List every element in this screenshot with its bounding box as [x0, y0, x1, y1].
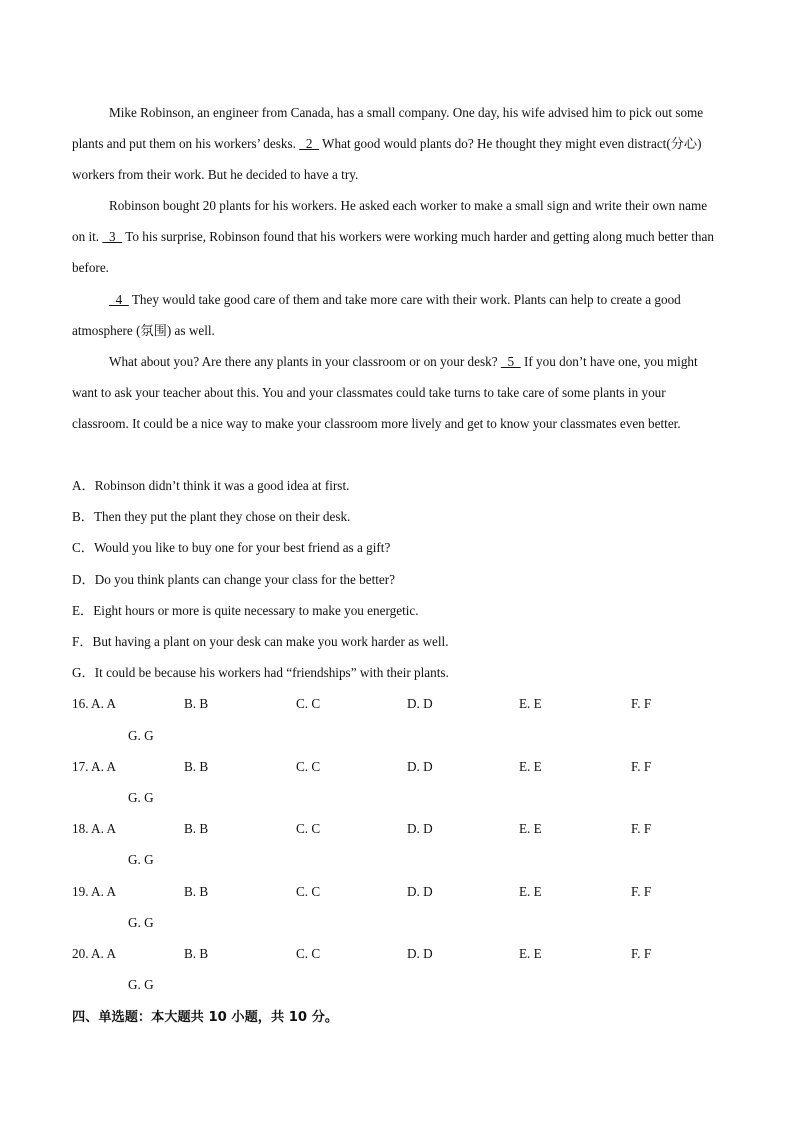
choice-c[interactable]: C. C: [296, 884, 321, 899]
question-17-row-2: [72, 788, 722, 808]
choice-a[interactable]: 20. A. A: [72, 946, 116, 961]
choice-g[interactable]: G. G: [128, 852, 154, 867]
paragraph-text: To his surprise, Robinson found that his workers were working much harder and getting along much better than before.: [72, 229, 714, 275]
choice-a[interactable]: 19. A. A: [72, 884, 116, 899]
question-20-row-2: [72, 975, 722, 995]
passage-paragraph-2: [72, 190, 718, 283]
choice-e[interactable]: E. E: [519, 759, 542, 774]
choice-g[interactable]: G. G: [128, 790, 154, 805]
choice-d[interactable]: D. D: [407, 696, 433, 711]
choice-f[interactable]: F. F: [631, 884, 652, 899]
choice-d[interactable]: D. D: [407, 946, 433, 961]
choice-e[interactable]: E. E: [519, 884, 542, 899]
choice-g[interactable]: G. G: [128, 977, 154, 992]
option-g: G．It could be because his workers had “friendships” with their plants.: [72, 665, 449, 680]
choice-e[interactable]: E. E: [519, 946, 542, 961]
choice-b[interactable]: B. B: [184, 821, 209, 836]
paragraph-text: Mike Robinson, an engineer from Canada, has a small company. One day, his wife advised him to pick out some plants and put them on his workers’ desks.: [72, 105, 704, 151]
paragraph-text: They would take good care of them and take more care with their work. Plants can help to create a good atmosphere (氛围) as well.: [72, 292, 681, 338]
choice-e[interactable]: E. E: [519, 821, 542, 836]
question-20: [72, 944, 722, 964]
option-c: C．Would you like to buy one for your best friend as a gift?: [72, 540, 391, 555]
question-18-row-2: [72, 850, 722, 870]
choice-c[interactable]: C. C: [296, 759, 321, 774]
choice-f[interactable]: F. F: [631, 696, 652, 711]
choice-d[interactable]: D. D: [407, 759, 433, 774]
choice-a[interactable]: 18. A. A: [72, 821, 116, 836]
passage-paragraph-3: [72, 284, 718, 346]
choice-f[interactable]: F. F: [631, 946, 652, 961]
question-19: [72, 882, 722, 902]
paragraph-text: What about you? Are there any plants in your classroom or on your desk?: [109, 354, 501, 369]
choice-b[interactable]: B. B: [184, 759, 209, 774]
question-16: [72, 694, 722, 714]
choice-c[interactable]: C. C: [296, 821, 321, 836]
paragraph-text: If you don’t have one, you might want to ask your teacher about this. You and your classmates could take turns to take care of some plants in your classroom. It could be a nice way to make your classroom more lively and get to know your classmates even better.: [72, 354, 698, 431]
choice-d[interactable]: D. D: [407, 821, 433, 836]
choice-c[interactable]: C. C: [296, 696, 321, 711]
question-18: [72, 819, 722, 839]
blank-5: 5: [500, 354, 521, 369]
section-heading: 四、单选题：本大题共 10 小题，共 10 分。: [72, 1010, 339, 1025]
choice-f[interactable]: F. F: [631, 821, 652, 836]
choice-c[interactable]: C. C: [296, 946, 321, 961]
option-d: D．Do you think plants can change your class for the better?: [72, 572, 395, 587]
question-17: [72, 757, 722, 777]
choice-f[interactable]: F. F: [631, 759, 652, 774]
blank-4: 4: [109, 292, 129, 307]
option-e: E．Eight hours or more is quite necessary to make you energetic.: [72, 603, 419, 618]
option-f: F．But having a plant on your desk can make you work harder as well.: [72, 634, 449, 649]
passage-paragraph-1: [72, 97, 718, 190]
question-19-row-2: [72, 913, 722, 933]
option-b: B．Then they put the plant they chose on their desk.: [72, 509, 351, 524]
choice-b[interactable]: B. B: [184, 696, 209, 711]
blank-2: 2: [299, 136, 319, 151]
blank-3: 3: [102, 229, 123, 244]
passage-paragraph-4: [72, 346, 718, 439]
choice-a[interactable]: 16. A. A: [72, 696, 116, 711]
choice-b[interactable]: B. B: [184, 946, 209, 961]
question-16-row-2: [72, 726, 722, 746]
choice-b[interactable]: B. B: [184, 884, 209, 899]
choice-g[interactable]: G. G: [128, 728, 154, 743]
paragraph-text: Robinson bought 20 plants for his workers. He asked each worker to make a small sign and write their own name on it.: [72, 198, 708, 244]
choice-d[interactable]: D. D: [407, 884, 433, 899]
option-a: A．Robinson didn’t think it was a good idea at first.: [72, 478, 350, 493]
choice-g[interactable]: G. G: [128, 915, 154, 930]
choice-a[interactable]: 17. A. A: [72, 759, 116, 774]
paragraph-text: What good would plants do? He thought they might even distract(分心) workers from their work. But he decided to have a try.: [72, 136, 702, 182]
choice-e[interactable]: E. E: [519, 696, 542, 711]
